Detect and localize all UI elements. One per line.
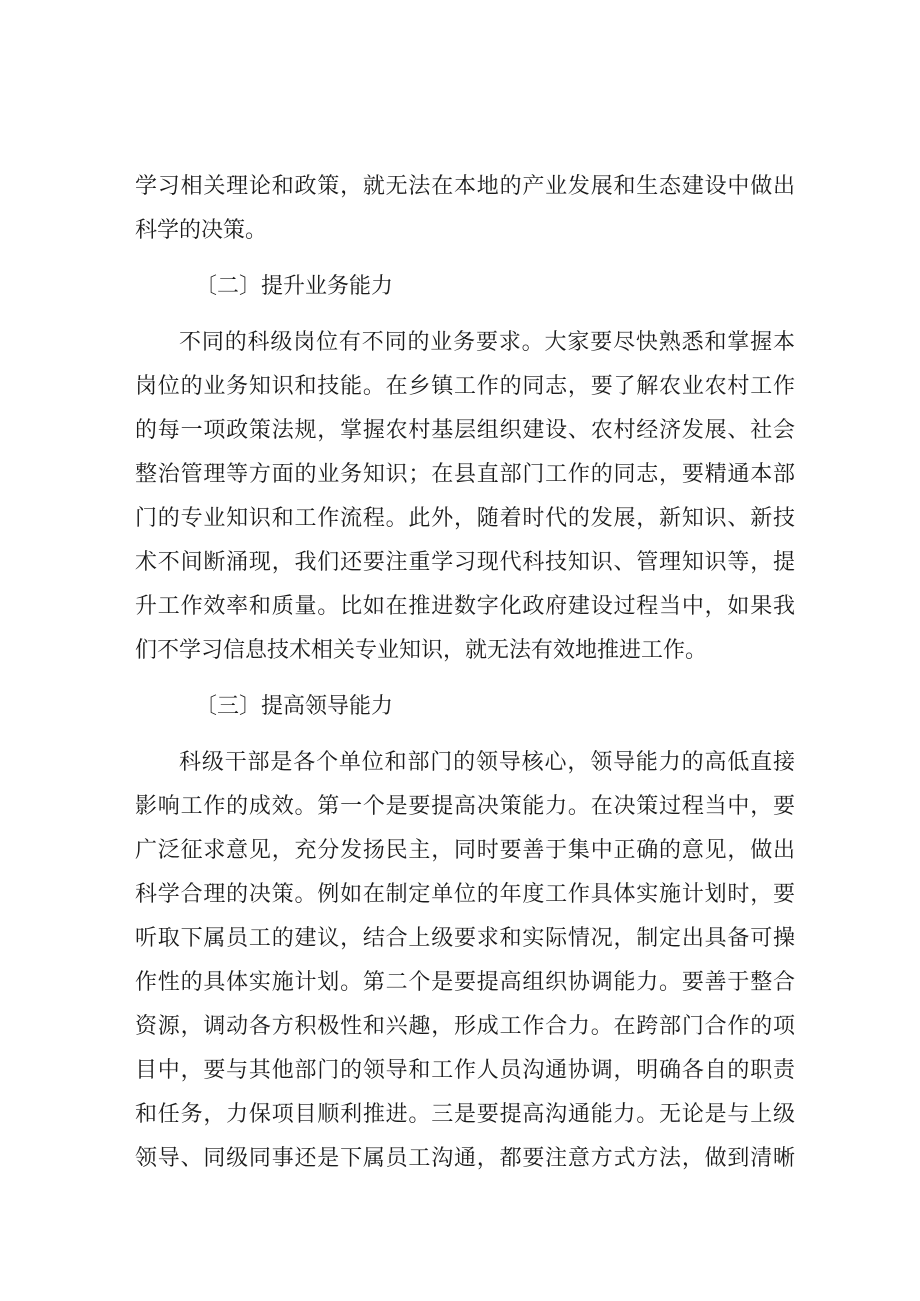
paragraph-business-ability	[135, 321, 795, 673]
text-line: 资源，调动各方积极性和兴趣，形成工作合力。在跨部门合作的项	[135, 1014, 795, 1039]
text-line: 学习相关理论和政策，就无法在本地的产业发展和生态建设中做出	[135, 174, 795, 199]
text-line: 的每一项政策法规，掌握农村基层组织建设、农村经济发展、社会	[135, 418, 795, 443]
text-line: 整治管理等方面的业务知识；在县直部门工作的同志，要精通本部	[135, 462, 795, 487]
text-line: 科学合理的决策。例如在制定单位的年度工作具体实施计划时，要	[135, 882, 795, 907]
text-line: 岗位的业务知识和技能。在乡镇工作的同志，要了解农业农村工作	[135, 374, 795, 399]
text-line: 术不间断涌现，我们还要注重学习现代科技知识、管理知识等，提	[135, 550, 795, 575]
paragraph-continuation	[135, 165, 795, 253]
text-line: 广泛征求意见，充分发扬民主，同时要善于集中正确的意见，做出	[135, 838, 795, 863]
section-heading-2: 〔二〕提升业务能力	[195, 274, 394, 299]
text-line: 作性的具体实施计划。第二个是要提高组织协调能力。要善于整合	[135, 970, 795, 995]
text-line: 科学的决策。	[135, 218, 268, 243]
text-line: 们不学习信息技术相关专业知识，就无法有效地推进工作。	[135, 638, 708, 663]
text-line: 影响工作的成效。第一个是要提高决策能力。在决策过程当中，要	[135, 794, 795, 819]
paragraph-leadership-ability	[135, 741, 795, 1181]
section-heading-3: 〔三〕提高领导能力	[195, 694, 394, 719]
text-line: 门的专业知识和工作流程。此外，随着时代的发展，新知识、新技	[135, 506, 795, 531]
text-line: 不同的科级岗位有不同的业务要求。大家要尽快熟悉和掌握本	[179, 330, 795, 355]
document-body	[135, 165, 795, 1181]
text-line: 听取下属员工的建议，结合上级要求和实际情况，制定出具备可操	[135, 926, 795, 951]
text-line: 科级干部是各个单位和部门的领导核心，领导能力的高低直接	[179, 750, 795, 775]
text-line: 目中，要与其他部门的领导和工作人员沟通协调，明确各自的职责	[135, 1058, 795, 1083]
text-line: 升工作效率和质量。比如在推进数字化政府建设过程当中，如果我	[135, 594, 795, 619]
text-line: 和任务，力保项目顺利推进。三是要提高沟通能力。无论是与上级	[135, 1102, 795, 1127]
text-line: 领导、同级同事还是下属员工沟通，都要注意方式方法，做到清晰	[135, 1146, 795, 1171]
